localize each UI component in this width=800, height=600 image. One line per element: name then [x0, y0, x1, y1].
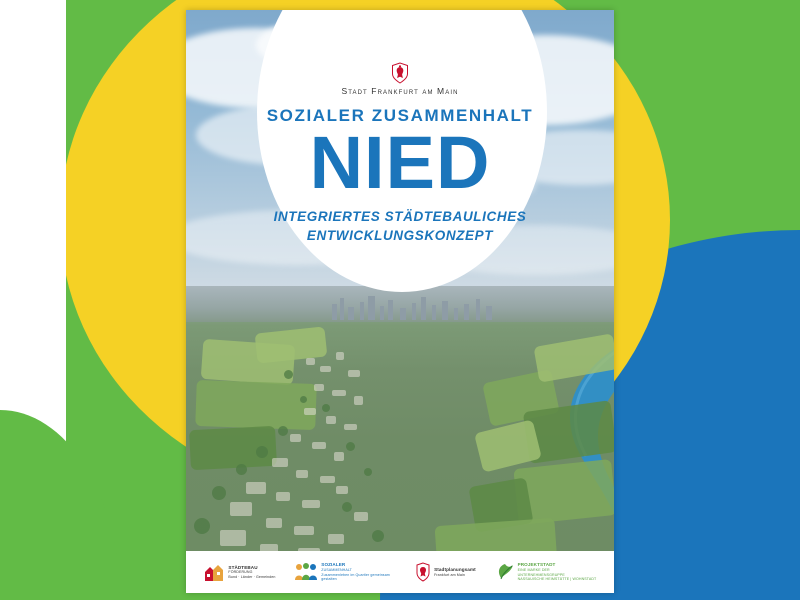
- document-cover: [186, 10, 614, 593]
- publisher-crest-label: Stadt Frankfurt am Main: [341, 86, 459, 96]
- stadtplanungsamt-logo-text: Stadtplanungsamt Frankfurt am Main: [434, 566, 476, 577]
- projektstadt-logo-text: PROJEKTSTADT EINE MARKE DER UNTERNEHMENSGRUPPE NASSAUISCHE HEIMSTÄTTE | WOHNSTADT: [517, 562, 597, 582]
- frankfurt-eagle-small-icon: [415, 562, 431, 582]
- publisher-crest: [226, 62, 574, 96]
- cover-photo-aerial: [186, 286, 614, 568]
- people-group-icon: [294, 562, 318, 582]
- footer-logo-strip: [186, 551, 614, 593]
- staedtebau-houses-icon: [203, 561, 225, 583]
- cover-kicker: SOZIALER ZUSAMMENHALT: [266, 106, 534, 125]
- cover-subtitle-line-1: INTEGRIERTES STÄDTEBAULICHES: [273, 209, 527, 225]
- staedtebaufoerderung-logo-text: STÄDTEBAU FÖRDERUNG Bund · Länder · Gemeinden: [228, 564, 276, 579]
- cover-subtitle-line-2: ENTWICKLUNGSKONZEPT: [306, 227, 494, 243]
- page-title: NIED: [309, 121, 491, 204]
- sozialer-zusammenhalt-logo-text: SOZIALER ZUSAMMENHALT Zusammenleben im Quartier gemeinsam gestalten: [321, 562, 390, 582]
- title-block: [226, 62, 574, 245]
- sozialer-zusammenhalt-logo: [294, 562, 396, 582]
- projektstadt-logo: [495, 562, 597, 582]
- staedtebaufoerderung-logo: [203, 561, 275, 583]
- stadtplanungsamt-frankfurt-logo: [415, 562, 476, 582]
- frankfurt-eagle-crest-icon: [390, 62, 410, 84]
- projektstadt-leaf-icon: [495, 562, 515, 582]
